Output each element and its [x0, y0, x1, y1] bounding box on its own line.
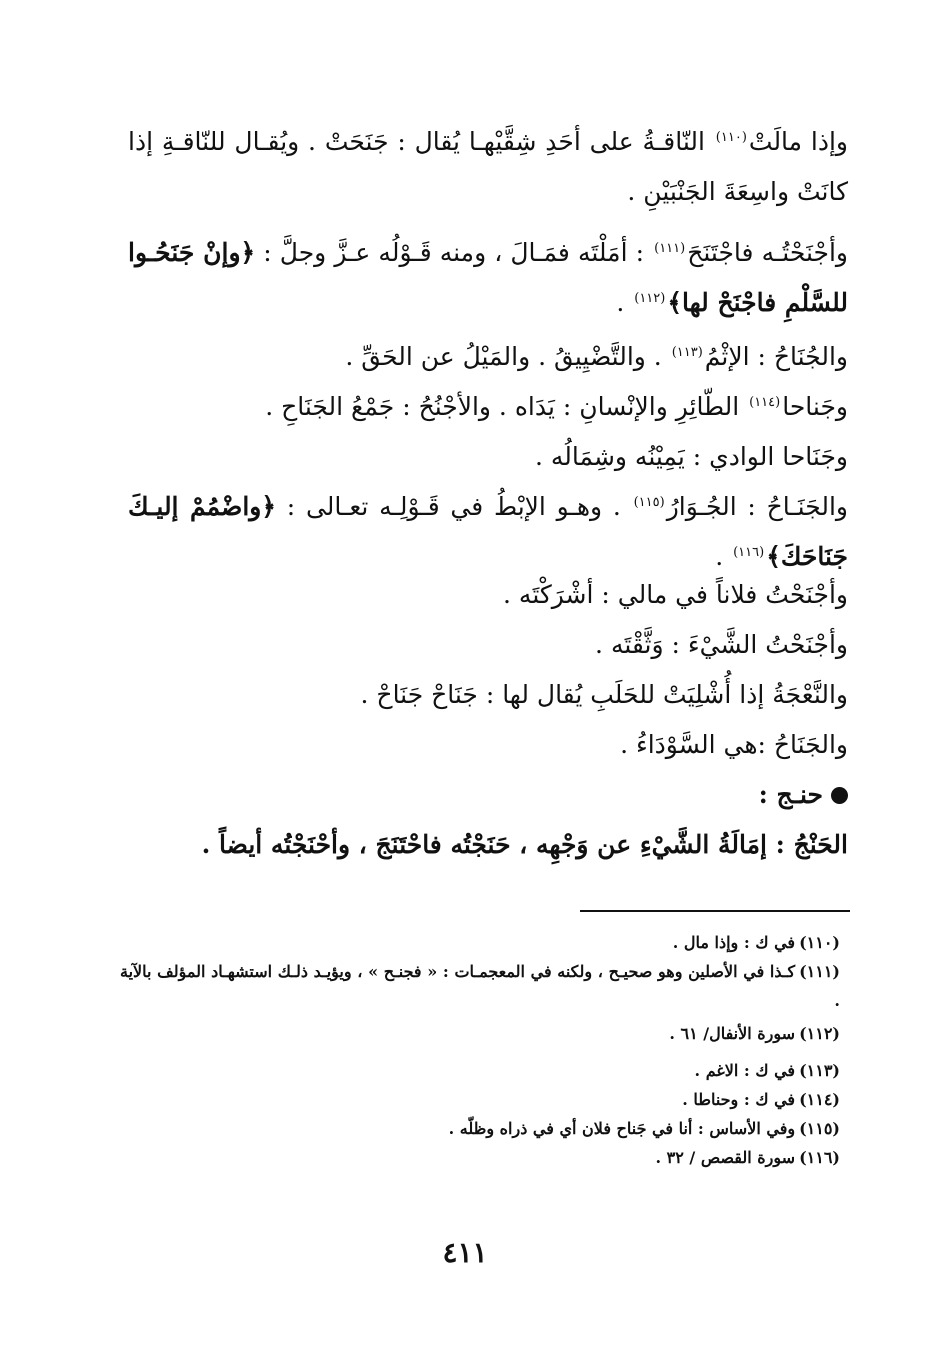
section-heading-text: حنـج : [758, 780, 823, 809]
paragraph-4 [128, 382, 848, 432]
footnote-ref-115[interactable]: (١١٥) [633, 494, 665, 510]
page-number: ٤١١ [442, 1236, 488, 1269]
section-paragraph: الحَنْجُ : إمَالَةُ الشَّيْءِ عن وَجْهِه ، حَنَجْتُه فاحْتَنَجَ ، وأحْنَجْتُه أيضاً . [201, 830, 848, 859]
footnote-number: (١١١) [799, 962, 840, 981]
text-run: والجُنَاحُ : الإثْمُ [704, 342, 848, 371]
footnote-text: في ك : وحناطا . [682, 1090, 796, 1109]
footnote-111 [120, 957, 840, 1015]
footnote-114 [120, 1085, 840, 1114]
text-run: . وهـو الإبْطُ في قَـوْلِـه تعـالى : [276, 492, 632, 521]
footnote-110 [120, 928, 840, 957]
paragraph-6 [128, 482, 848, 582]
footnote-text: في ك : وإذا مال . [672, 933, 796, 952]
footnote-ref-110[interactable]: (١١٠) [715, 129, 747, 145]
text-run: وجَناحا [782, 392, 848, 421]
text-run: وأجْنَحْتُـه فاجْتَنَحَ [687, 238, 848, 267]
bullet-icon [831, 787, 848, 804]
paragraph-1 [128, 117, 848, 217]
quran-quote: ﴿واضْمُمْ إليـكَ جَنَاحَكَ﴾ [128, 492, 848, 571]
footnote-number: (١١٢) [799, 1024, 840, 1043]
footnote-number: (١١٠) [799, 933, 840, 952]
paragraph-7: وأجْنَحْتُ فلاناً في مالي : أشْرَكْتَه . [503, 580, 848, 609]
text-run: والجَنَـاحُ : الجُـوَارُ [666, 492, 848, 521]
footnote-112 [120, 1019, 840, 1048]
footnote-text: في ك : الاغم . [694, 1061, 796, 1080]
main-text-3 [128, 332, 848, 582]
main-text-2 [128, 228, 848, 328]
footnote-ref-114[interactable]: (١١٤) [749, 394, 781, 410]
footnote-text: وفي الأساس : أنا في جَناح فلان أي في ذراه وظلّه . [448, 1119, 796, 1138]
footnote-divider [580, 910, 850, 912]
footnote-text: سورة الأنفال/ ٦١ . [669, 1024, 796, 1043]
footnote-ref-116[interactable]: (١١٦) [733, 544, 765, 560]
text-run: : أمَلْتَه فمَـالَ ، ومنه قَـوْلُه عـزَّ وجلَّ : [255, 238, 653, 267]
text-run: النّاقـةُ على أحَدِ شِقَّيْهـا يُقال : جَنَحَتْ . ويُقـال للنّاقـةِ إذا كانَتْ واسِعَةَ الجَنْبَيْنِ . [128, 127, 848, 206]
footnote-116 [120, 1143, 840, 1172]
text-run: . [616, 288, 633, 317]
footnote-text: سورة القصص / ٣٢ . [655, 1148, 796, 1167]
footnotes [120, 928, 840, 1172]
paragraph-9: والنَّعْجَةُ إذا أُشْلِيَتْ للحَلَبِ يُقال لها : جَنَاحْ جَنَاحْ . [360, 680, 848, 709]
quran-quote: ﴿وإنْ جَنَحُـوا للسَّلْمِ فاجْنَحْ لها﴾ [128, 238, 848, 317]
main-text-4 [128, 570, 848, 770]
footnote-115 [120, 1114, 840, 1143]
text-run: . والتَّضْيِيقُ . والمَيْلُ عن الحَقِّ . [345, 342, 670, 371]
footnote-number: (١١٦) [799, 1148, 840, 1167]
paragraph-8: وأجْنَحْتُ الشَّيْءَ : وَثَّقْتَه . [595, 630, 848, 659]
main-text [128, 117, 848, 217]
paragraph-2 [128, 228, 848, 328]
text-run: . [715, 542, 732, 571]
footnote-number: (١١٥) [799, 1119, 840, 1138]
section-hnj [128, 770, 848, 870]
text-run: الطّائِرِ والإنْسانِ : يَدَاه . والأجْنُحُ : جَمْعُ الجَنَاحِ . [265, 392, 748, 421]
footnote-113 [120, 1056, 840, 1085]
footnote-ref-112[interactable]: (١١٢) [634, 290, 666, 306]
text-run: وإذا مالَتْ [748, 127, 849, 156]
footnote-number: (١١٣) [799, 1061, 840, 1080]
footnote-text: كـذا في الأصلين وهو صحيـح ، ولكنه في المعجمـات : « فجنـح » ، ويؤيـد ذلـك استشهـاد المؤلف بالآية . [120, 962, 840, 1010]
paragraph-3 [128, 332, 848, 382]
paragraph-10: والجَنَاحُ :هي السَّوْدَاءُ . [620, 730, 848, 759]
footnote-ref-111[interactable]: (١١١) [654, 240, 686, 256]
paragraph-5: وجَنَاحا الوادي : يَمِيْنُه وشِمَالُه . [534, 442, 848, 471]
footnote-ref-113[interactable]: (١١٣) [671, 344, 703, 360]
section-heading [128, 770, 848, 820]
footnote-number: (١١٤) [799, 1090, 840, 1109]
